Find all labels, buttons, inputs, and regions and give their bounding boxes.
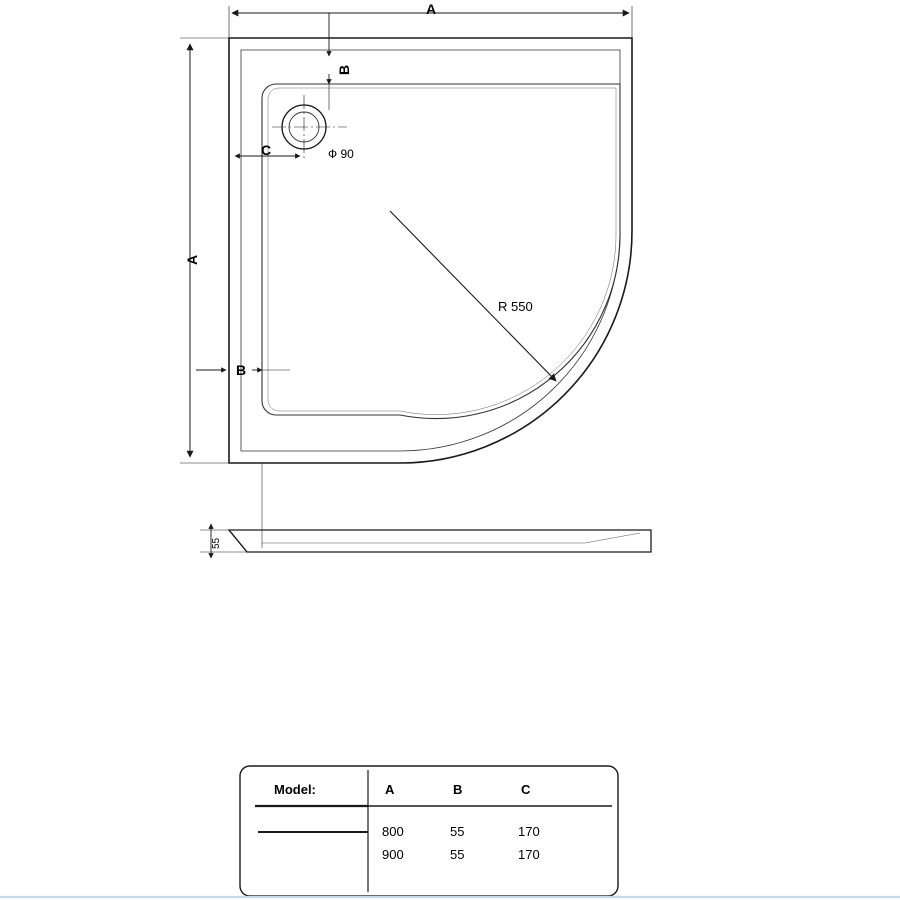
table-row2-b: 55	[450, 847, 465, 862]
side-view-profile	[229, 530, 651, 552]
tray-rim-inner-line	[241, 50, 620, 451]
table-header-c: C	[521, 782, 531, 797]
dimension-lines-group	[180, 6, 632, 548]
tray-outer-outline	[229, 38, 632, 463]
table-row1-c: 170	[518, 824, 540, 839]
label-corner-radius: R 550	[498, 299, 533, 314]
table-row2-a: 900	[382, 847, 404, 862]
table-row1-b: 55	[450, 824, 465, 839]
tray-basin-outline	[262, 84, 620, 419]
table-header-a: A	[385, 782, 395, 797]
table-header-b: B	[453, 782, 463, 797]
label-left-inset-b: B	[236, 362, 247, 378]
label-top-inset-b: B	[336, 64, 352, 75]
label-overall-height-a: A	[184, 254, 200, 265]
radius-leader-line	[390, 211, 556, 381]
table-header-model: Model:	[274, 782, 316, 797]
label-drain-diameter: Ф 90	[328, 147, 354, 161]
table-row2-c: 170	[518, 847, 540, 862]
tray-basin-inner-hairline	[268, 88, 616, 415]
side-view-right-surface-line	[585, 533, 640, 543]
side-view-group	[200, 524, 651, 558]
label-drain-offset-c: C	[261, 142, 272, 158]
plan-view-group	[229, 38, 632, 463]
table-row1-a: 800	[382, 824, 404, 839]
label-thickness: 55	[211, 537, 222, 549]
side-view-left-chamfer	[229, 530, 247, 552]
label-overall-width-a: A	[426, 1, 437, 17]
